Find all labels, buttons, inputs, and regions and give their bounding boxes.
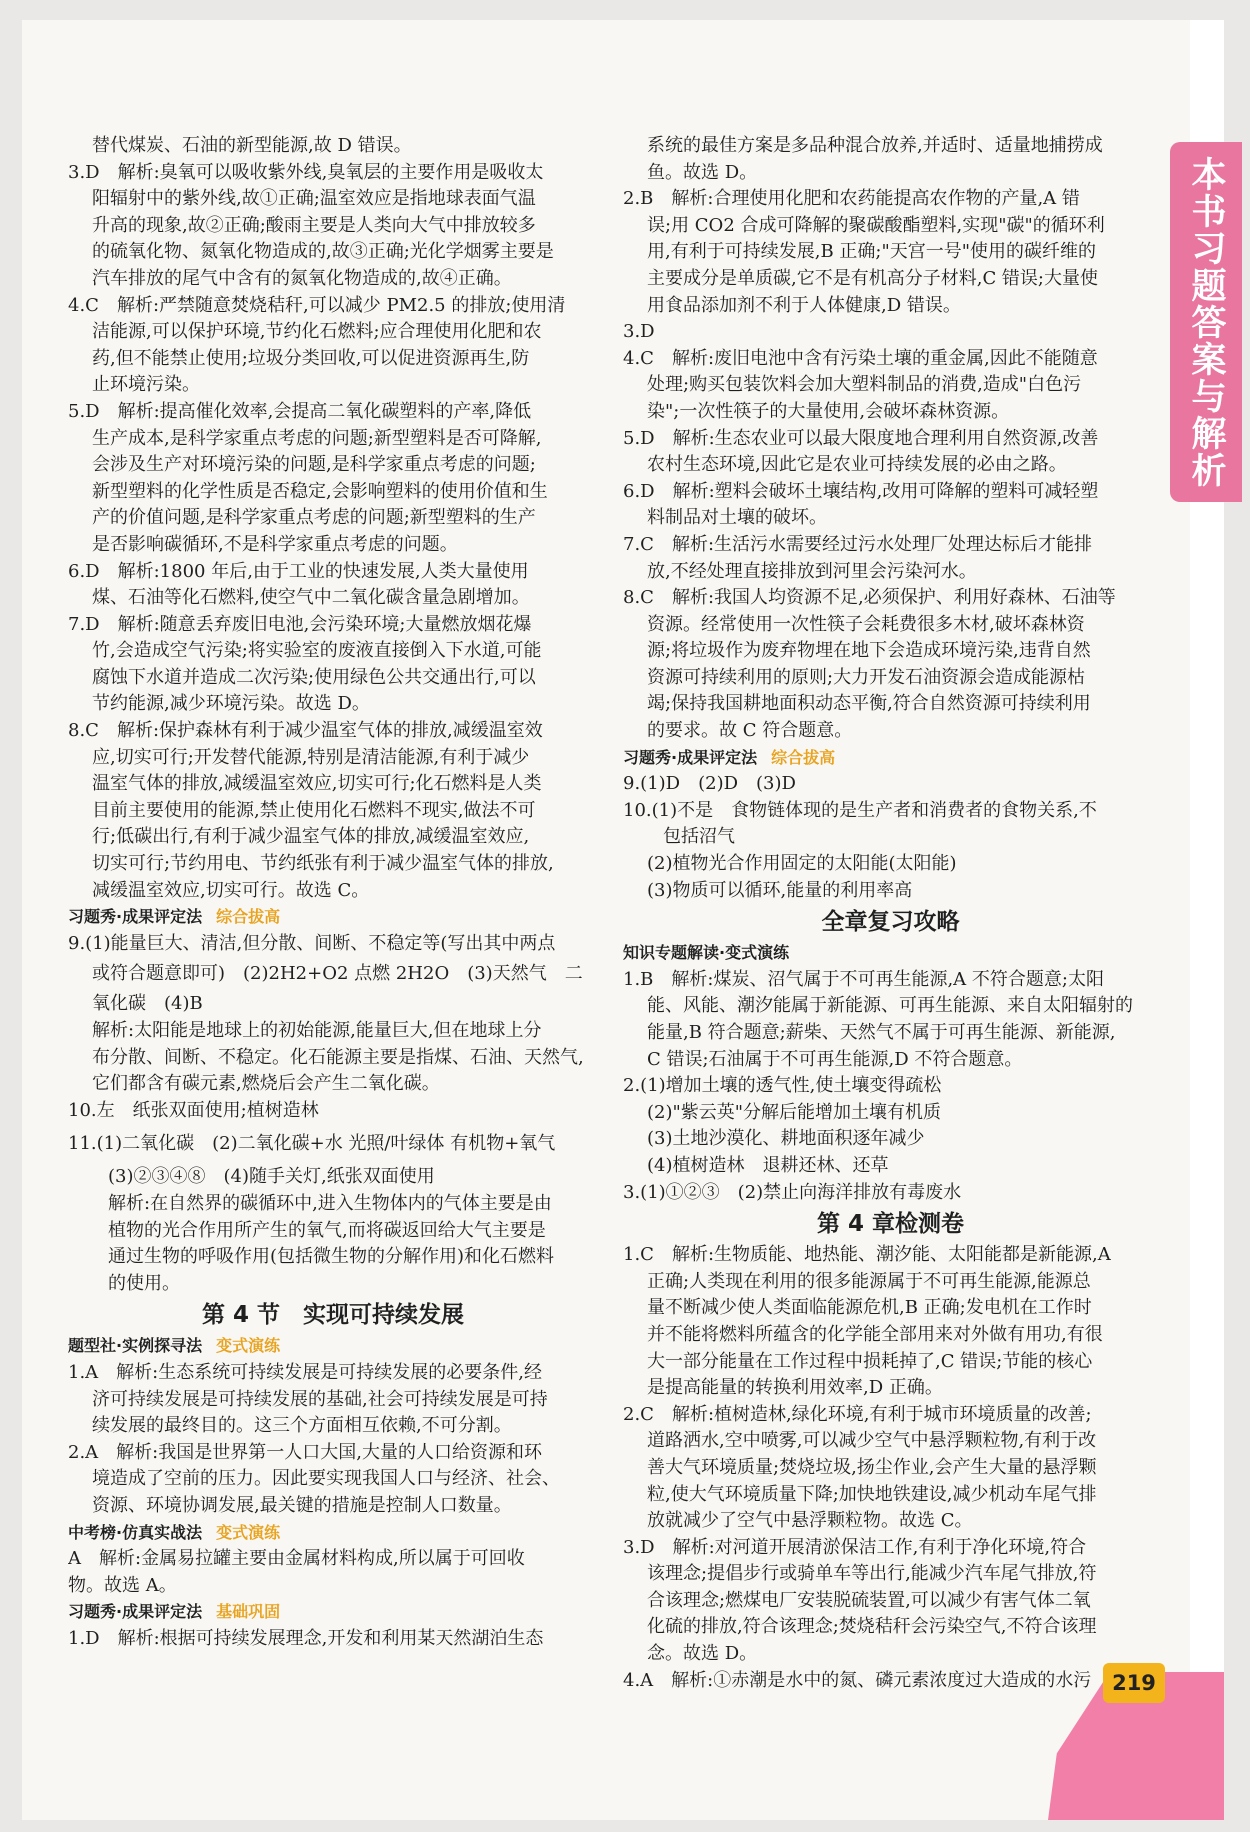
text-line: 11.(1)二氧化碳 (2)二氧化碳+水 光照/叶绿体 有机物+氧气 xyxy=(68,1133,556,1155)
heading-label: 题型社·实例探寻法 xyxy=(68,1336,203,1356)
text-line: 的使用。 xyxy=(108,1272,180,1294)
text-line: (3)物质可以循环,能量的利用率高 xyxy=(647,879,913,901)
text-line: 应,切实可行;开发替代能源,特别是清洁能源,有利于减少 xyxy=(92,746,530,768)
text-line: 6.D 解析:塑料会破坏土壤结构,改用可降解的塑料可减轻塑 xyxy=(623,480,1099,502)
text-line: 解析:在自然界的碳循环中,进入生物体内的气体主要是由 xyxy=(108,1192,552,1214)
text-line: (4)植树造林 退耕还林、还草 xyxy=(647,1154,889,1176)
text-line: 4.C 解析:废旧电池中含有污染土壤的重金属,因此不能随意 xyxy=(623,347,1098,369)
text-line: 续发展的最终目的。这三个方面相互依赖,不可分割。 xyxy=(92,1415,512,1437)
text-line: 布分散、间断、不稳定。化石能源主要是指煤、石油、天然气, xyxy=(92,1046,584,1068)
section-title: 第 4 节 实现可持续发展 xyxy=(201,1302,465,1329)
section-title: 全章复习攻略 xyxy=(821,909,960,936)
text-line: 鱼。故选 D。 xyxy=(647,161,758,183)
text-line: 资源。经常使用一次性筷子会耗费很多木材,破坏森林资 xyxy=(647,613,1085,635)
heading-label: 习题秀·成果评定法 xyxy=(68,907,203,927)
heading-label: 中考榜·仿真实战法 xyxy=(68,1522,203,1542)
text-line: 止环境污染。 xyxy=(92,374,200,396)
text-line: 目前主要使用的能源,禁止使用化石燃料不现实,做法不可 xyxy=(92,799,536,821)
text-line: 产的价值问题,是科学家重点考虑的问题;新型塑料的生产 xyxy=(92,507,536,529)
text-line: 并不能将燃料所蕴含的化学能全部用来对外做有用功,有很 xyxy=(647,1323,1103,1345)
subsection-heading xyxy=(68,1599,598,1626)
text-line: 8.C 解析:保护森林有利于减少温室气体的排放,减缓温室效 xyxy=(68,720,543,742)
text-line: 煤、石油等化石燃料,使空气中二氧化碳含量急剧增加。 xyxy=(92,587,530,609)
subsection-heading xyxy=(68,904,598,931)
text-line: (3)土地沙漠化、耕地面积逐年减少 xyxy=(647,1128,925,1150)
text-line: 该理念;提倡步行或骑单车等出行,能减少汽车尾气排放,符 xyxy=(647,1563,1097,1585)
text-line: 它们都含有碳元素,燃烧后会产生二氧化碳。 xyxy=(92,1073,440,1095)
subsection-heading xyxy=(68,1333,598,1360)
text-line: A 解析:金属易拉罐主要由金属材料构成,所以属于可回收 xyxy=(68,1548,525,1570)
text-line: 洁能源,可以保护环境,节约化石燃料;应合理使用化肥和农 xyxy=(92,321,542,343)
text-line: 3.D 解析:臭氧可以吸收紫外线,臭氧层的主要作用是吸收太 xyxy=(68,161,544,183)
text-line: 用食品添加剂不利于人体健康,D 错误。 xyxy=(647,294,961,316)
text-line: 2.B 解析:合理使用化肥和农药能提高农作物的产量,A 错 xyxy=(623,188,1080,210)
text-line: 7.D 解析:随意丢弃废旧电池,会污染环境;大量燃放烟花爆 xyxy=(68,613,532,635)
text-line: 的要求。故 C 符合题意。 xyxy=(647,720,853,742)
text-line: 减缓温室效应,切实可行。故选 C。 xyxy=(92,879,370,901)
text-line: 染";一次性筷子的大量使用,会破坏森林资源。 xyxy=(647,400,1010,422)
text-line: 4.C 解析:严禁随意焚烧秸秆,可以减少 PM2.5 的排放;使用清 xyxy=(68,294,566,316)
text-line: 4.A 解析:①赤潮是水中的氮、磷元素浓度过大造成的水污 xyxy=(623,1669,1092,1691)
text-line: 生产成本,是科学家重点考虑的问题;新型塑料是否可降解, xyxy=(92,427,542,449)
text-line: 境造成了空前的压力。因此要实现我国人口与经济、社会、 xyxy=(92,1468,560,1490)
heading-accent: 基础巩固 xyxy=(216,1602,281,1622)
text-line: 念。故选 D。 xyxy=(647,1643,758,1665)
heading-accent: 变式演练 xyxy=(216,1522,281,1542)
text-line: 3.D xyxy=(623,321,655,343)
text-line: 资源可持续利用的原则;大力开发石油资源会造成能源枯 xyxy=(647,666,1086,688)
text-line: 7.C 解析:生活污水需要经过污水处理厂处理达标后才能排 xyxy=(623,533,1093,555)
heading-accent: 综合拔高 xyxy=(771,747,836,767)
text-line: 或符合题意即可) (2)2H2+O2 点燃 2H2O (3)天然气 二 xyxy=(92,963,583,985)
text-line: 腐蚀下水道并造成二次污染;使用绿色公共交通出行,可以 xyxy=(92,666,536,688)
text-line: 3.(1)①②③ (2)禁止向海洋排放有毒废水 xyxy=(623,1181,962,1203)
text-line: (3)②③④⑧ (4)随手关灯,纸张双面使用 xyxy=(108,1166,435,1188)
heading-label: 习题秀·成果评定法 xyxy=(623,747,758,767)
text-line: 正确;人类现在利用的很多能源属于不可再生能源,能源总 xyxy=(647,1270,1091,1292)
text-line: 的硫氧化物、氮氧化物造成的,故③正确;光化学烟雾主要是 xyxy=(92,241,554,263)
text-line: 新型塑料的化学性质是否稳定,会影响塑料的使用价值和生 xyxy=(92,480,548,502)
text-line: 切实可行;节约用电、节约纸张有利于减少温室气体的排放, xyxy=(92,853,554,875)
text-line: 6.D 解析:1800 年后,由于工业的快速发展,人类大量使用 xyxy=(68,560,529,582)
text-line: 3.D 解析:对河道开展清淤保洁工作,有利于净化环境,符合 xyxy=(623,1536,1087,1558)
heading-accent: 变式演练 xyxy=(216,1336,281,1356)
text-line: 误;用 CO2 合成可降解的聚碳酸酯塑料,实现"碳"的循环利 xyxy=(647,214,1105,236)
text-line: 汽车排放的尾气中含有的氮氧化物造成的,故④正确。 xyxy=(92,267,512,289)
text-line: 升高的现象,故②正确;酸雨主要是人类向大气中排放较多 xyxy=(92,214,536,236)
text-line: 是否影响碳循环,不是科学家重点考虑的问题。 xyxy=(92,533,458,555)
subsection-heading: 知识专题解读·变式演练 xyxy=(623,943,790,963)
text-line: (2)植物光合作用固定的太阳能(太阳能) xyxy=(647,853,957,875)
text-line: 药,但不能禁止使用;垃圾分类回收,可以促进资源再生,防 xyxy=(92,347,530,369)
text-line: 通过生物的呼吸作用(包括微生物的分解作用)和化石燃料 xyxy=(108,1246,555,1268)
text-line: 主要成分是单质碳,它不是有机高分子材料,C 错误;大量使 xyxy=(647,267,1098,289)
text-line: 道路洒水,空中喷雾,可以减少空气中悬浮颗粒物,有利于改 xyxy=(647,1430,1097,1452)
text-line: 竭;保持我国耕地面积动态平衡,符合自然资源可持续利用 xyxy=(647,693,1091,715)
text-line: 包括沼气 xyxy=(663,826,735,848)
text-line: 能、风能、潮汐能属于新能源、可再生能源、来自太阳辐射的 xyxy=(647,995,1133,1017)
text-line: 化硫的排放,符合该理念;焚烧秸秆会污染空气,不符合该理 xyxy=(647,1616,1097,1638)
text-line: 系统的最佳方案是多品种混合放养,并适时、适量地捕捞成 xyxy=(647,135,1103,156)
text-line: 解析:太阳能是地球上的初始能源,能量巨大,但在地球上分 xyxy=(92,1020,542,1041)
text-line: 2.A 解析:我国是世界第一人口大国,大量的人口给资源和环 xyxy=(68,1441,542,1463)
text-line: 用,有利于可持续发展,B 正确;"天宫一号"使用的碳纤维的 xyxy=(647,241,1097,263)
text-line: 1.A 解析:生态系统可持续发展是可持续发展的必要条件,经 xyxy=(68,1361,542,1383)
text-line: 9.(1)能量巨大、清洁,但分散、间断、不稳定等(写出其中两点 xyxy=(68,932,556,954)
subsection-heading xyxy=(623,745,1158,772)
page-number: 219 xyxy=(1103,1663,1165,1703)
text-line: 氧化碳 (4)B xyxy=(92,993,203,1015)
text-line: 2.C 解析:植树造林,绿化环境,有利于城市环境质量的改善; xyxy=(623,1403,1092,1425)
text-line: 农村生态环境,因此它是农业可持续发展的必由之路。 xyxy=(647,454,1067,476)
text-line: 5.D 解析:生态农业可以最大限度地合理利用自然资源,改善 xyxy=(623,427,1099,449)
text-line: 源;将垃圾作为废弃物埋在地下会造成环境污染,违背自然 xyxy=(647,640,1091,662)
text-line: 物。故选 A。 xyxy=(68,1574,177,1596)
text-line: 1.D 解析:根据可持续发展理念,开发和利用某天然湖泊生态 xyxy=(68,1627,544,1649)
text-line: 5.D 解析:提高催化效率,会提高二氧化碳塑料的产率,降低 xyxy=(68,400,532,422)
text-line: 10.(1)不是 食物链体现的是生产者和消费者的食物关系,不 xyxy=(623,799,1097,821)
heading-label: 习题秀·成果评定法 xyxy=(68,1602,203,1622)
left-column xyxy=(68,133,598,1652)
text-line: 节约能源,减少环境污染。故选 D。 xyxy=(92,693,370,715)
text-line: (2)"紫云英"分解后能增加土壤有机质 xyxy=(647,1101,942,1123)
text-line: 能量,B 符合题意;薪柴、天然气不属于可再生能源、新能源, xyxy=(647,1022,1116,1043)
text-line: 1.B 解析:煤炭、沼气属于不可再生能源,A 不符合题意;太阳 xyxy=(623,968,1104,990)
heading-accent: 综合拔高 xyxy=(216,907,281,927)
text-line: 善大气环境质量;焚烧垃圾,扬尘作业,会产生大量的悬浮颗 xyxy=(647,1456,1097,1478)
text-line: 1.C 解析:生物质能、地热能、潮汐能、太阳能都是新能源,A xyxy=(623,1244,1111,1266)
text-line: 处理;购买包装饮料会加大塑料制品的消费,造成"白色污 xyxy=(647,374,1082,396)
text-line: 资源、环境协调发展,最关键的措施是控制人口数量。 xyxy=(92,1494,512,1516)
text-line: 会涉及生产对环境污染的问题,是科学家重点考虑的问题; xyxy=(92,454,536,476)
text-line: 10.左 纸张双面使用;植树造林 xyxy=(68,1099,319,1121)
text-line: 粒,使大气环境质量下降;加快地铁建设,减少机动车尾气排 xyxy=(647,1483,1097,1505)
text-line: 是提高能量的转换利用效率,D 正确。 xyxy=(647,1377,943,1399)
text-line: 植物的光合作用所产生的氧气,而将碳返回给大气主要是 xyxy=(108,1219,546,1241)
text-line: 合该理念;燃煤电厂安装脱硫装置,可以减少有害气体二氧 xyxy=(647,1589,1091,1611)
section-title: 第 4 章检测卷 xyxy=(816,1211,965,1238)
side-title-tab: 本书习题答案与解析 xyxy=(1170,142,1242,502)
text-line: 料制品对土壤的破坏。 xyxy=(647,507,827,529)
text-line: 放,不经处理直接排放到河里会污染河水。 xyxy=(647,560,977,582)
text-line: C 错误;石油属于不可再生能源,D 不符合题意。 xyxy=(647,1048,1023,1070)
text-line: 大一部分能量在工作过程中损耗掉了,C 错误;节能的核心 xyxy=(647,1350,1093,1372)
text-line: 济可持续发展是可持续发展的基础,社会可持续发展是可持 xyxy=(92,1388,548,1410)
right-column xyxy=(623,133,1158,1694)
text-line: 温室气体的排放,减缓温室效应,切实可行;化石燃料是人类 xyxy=(92,773,542,795)
text-line: 替代煤炭、石油的新型能源,故 D 错误。 xyxy=(92,135,412,156)
text-line: 放就减少了空气中悬浮颗粒物。故选 C。 xyxy=(647,1510,973,1532)
text-line: 9.(1)D (2)D (3)D xyxy=(623,773,796,795)
subsection-heading xyxy=(68,1520,598,1547)
text-line: 行;低碳出行,有利于减少温室气体的排放,减缓温室效应, xyxy=(92,826,530,848)
text-line: 量不断减少使人类面临能源危机,B 正确;发电机在工作时 xyxy=(647,1297,1092,1319)
text-line: 2.(1)增加土壤的透气性,使土壤变得疏松 xyxy=(623,1075,942,1097)
text-line: 8.C 解析:我国人均资源不足,必须保护、利用好森林、石油等 xyxy=(623,587,1116,609)
text-line: 竹,会造成空气污染;将实验室的废液直接倒入下水道,可能 xyxy=(92,640,542,662)
text-line: 阳辐射中的紫外线,故①正确;温室效应是指地球表面气温 xyxy=(92,188,536,210)
